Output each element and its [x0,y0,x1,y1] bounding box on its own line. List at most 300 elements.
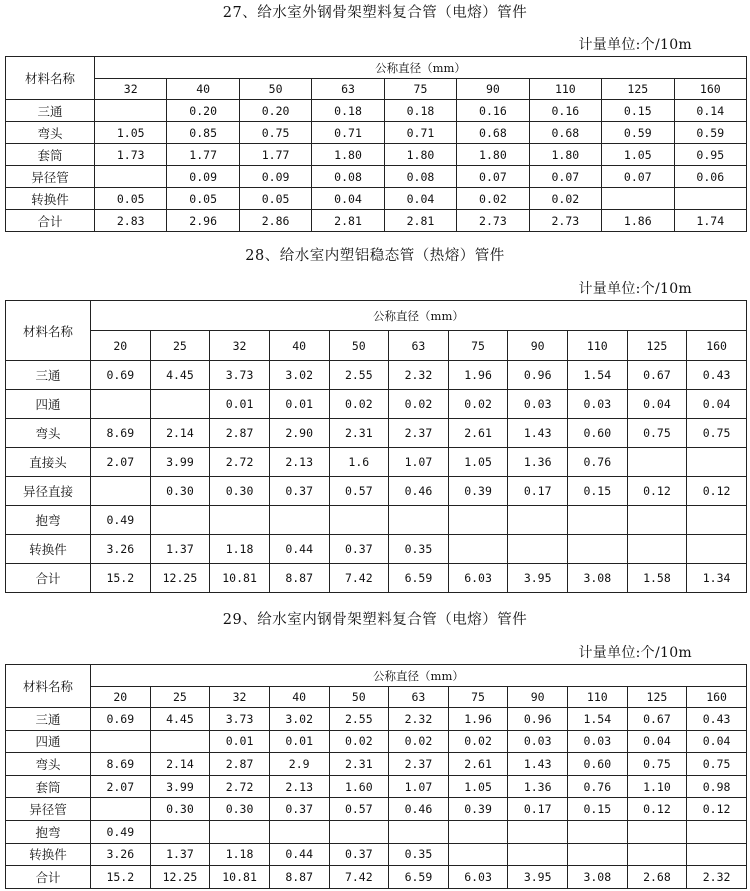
table-cell: 2.90 [269,419,329,448]
table-cell: 0.49 [91,506,151,535]
table-cell: 0.02 [329,730,389,753]
table-cell: 0.08 [312,166,384,188]
column-header: 63 [389,687,449,708]
table-cell [91,390,151,419]
table-cell: 0.05 [239,188,311,210]
table-cell: 0.59 [602,122,674,144]
table-cell [269,506,329,535]
table-cell [627,535,687,564]
table-row [6,166,747,188]
table-cell: 1.60 [329,775,389,798]
table-cell: 0.12 [627,477,687,506]
unit-label: 计量单位:个/10m [578,645,692,661]
table-cell: 0.37 [329,843,389,866]
table-cell: 0.17 [508,798,568,821]
table-cell [448,843,508,866]
row-header: 材料名称 [6,665,91,708]
column-header: 110 [568,687,628,708]
table-cell [627,506,687,535]
table-cell [568,535,628,564]
table-cell: 1.10 [627,775,687,798]
table-cell: 0.04 [627,390,687,419]
table-cell [210,506,270,535]
table-cell: 0.76 [568,775,628,798]
table-cell: 0.69 [91,708,151,731]
table-cell: 0.03 [568,730,628,753]
table-cell: 1.37 [150,535,210,564]
table-cell: 0.20 [167,100,239,122]
column-header: 40 [167,79,239,100]
table-cell: 3.99 [150,775,210,798]
table-cell: 0.76 [568,448,628,477]
table-cell: 2.55 [329,708,389,731]
table-cell: 0.09 [167,166,239,188]
table-cell: 10.81 [210,866,270,889]
table-cell [568,820,628,843]
table-cell: 2.87 [210,419,270,448]
column-header: 32 [95,79,167,100]
fittings-table [5,56,747,232]
table-title: 27、给水室外钢骨架塑料复合管（电熔）管件 [222,5,528,21]
table-cell: 3.95 [508,866,568,889]
column-header: 160 [687,331,747,361]
table-cell: 0.68 [529,122,601,144]
column-header: 125 [627,687,687,708]
table-cell: 1.80 [457,144,529,166]
table-cell: 0.46 [389,798,449,821]
table-cell: 0.04 [384,188,456,210]
material-name: 直接头 [6,448,91,477]
table-cell: 0.39 [448,477,508,506]
table-cell: 2.83 [95,210,167,232]
table-row [6,535,747,564]
table-row [6,798,747,821]
table-cell: 0.18 [384,100,456,122]
table-cell: 0.59 [674,122,747,144]
material-name: 三通 [6,708,91,731]
table-cell [91,477,151,506]
table-cell: 2.81 [384,210,456,232]
table-cell: 0.95 [674,144,747,166]
table-cell: 0.01 [210,390,270,419]
table-cell: 1.43 [508,419,568,448]
table-cell: 0.08 [384,166,456,188]
column-header: 125 [627,331,687,361]
table-cell: 1.36 [508,448,568,477]
table-cell: 2.73 [457,210,529,232]
table-cell: 0.67 [627,361,687,390]
table-cell: 12.25 [150,564,210,593]
table-cell: 0.07 [457,166,529,188]
table-cell: 2.32 [687,866,747,889]
table-cell: 2.31 [329,753,389,776]
table-cell: 1.58 [627,564,687,593]
table-cell [91,798,151,821]
table-row [6,506,747,535]
table-title: 28、给水室内塑铝稳态管（热熔）管件 [245,248,505,264]
table-cell: 1.80 [529,144,601,166]
table-cell: 0.06 [674,166,747,188]
material-name: 三通 [6,361,91,390]
table-cell: 2.9 [269,753,329,776]
table-cell: 0.14 [674,100,747,122]
table-cell: 2.72 [210,775,270,798]
table-cell: 3.73 [210,708,270,731]
table-cell: 0.30 [210,477,270,506]
table-cell: 0.15 [568,477,628,506]
table-cell: 0.02 [529,188,601,210]
column-header: 32 [210,331,270,361]
group-header: 公称直径（mm） [91,301,747,331]
table-cell: 2.61 [448,419,508,448]
table-cell: 0.67 [627,708,687,731]
column-header: 25 [150,331,210,361]
table-cell [389,506,449,535]
column-header: 75 [448,687,508,708]
row-header: 材料名称 [6,301,91,361]
table-cell: 0.05 [167,188,239,210]
column-header: 20 [91,687,151,708]
table-cell [568,506,628,535]
table-cell: 2.61 [448,753,508,776]
table-cell: 3.02 [269,708,329,731]
table-cell [687,535,747,564]
table-cell: 0.05 [95,188,167,210]
table-cell: 8.87 [269,564,329,593]
table-cell: 0.04 [687,390,747,419]
table-cell: 3.02 [269,361,329,390]
table-cell: 0.20 [239,100,311,122]
table-cell: 1.05 [448,448,508,477]
table-cell: 0.18 [312,100,384,122]
table-cell: 0.02 [329,390,389,419]
table-cell [508,820,568,843]
table-cell [269,820,329,843]
material-name: 四通 [6,390,91,419]
table-row [6,390,747,419]
group-header: 公称直径（mm） [95,57,747,79]
table-cell: 3.73 [210,361,270,390]
table-row [6,361,747,390]
table-cell: 0.02 [389,730,449,753]
table-cell: 0.12 [687,798,747,821]
table-cell: 2.14 [150,419,210,448]
table-cell [150,820,210,843]
table-cell: 0.71 [312,122,384,144]
table-cell: 0.15 [568,798,628,821]
table-cell [687,448,747,477]
table-cell: 3.99 [150,448,210,477]
table-cell: 1.07 [389,448,449,477]
table-cell: 1.96 [448,708,508,731]
table-cell: 0.02 [389,390,449,419]
table-cell: 1.05 [448,775,508,798]
column-header: 50 [329,687,389,708]
table-cell: 15.2 [91,564,151,593]
table-cell: 2.31 [329,419,389,448]
table-cell: 3.95 [508,564,568,593]
table-cell: 0.01 [210,730,270,753]
table-cell: 1.43 [508,753,568,776]
material-name: 异径管 [6,798,91,821]
table-cell: 1.37 [150,843,210,866]
table-cell: 0.04 [627,730,687,753]
table-cell: 0.96 [508,361,568,390]
column-header: 25 [150,687,210,708]
table-cell: 7.42 [329,866,389,889]
table-cell: 2.72 [210,448,270,477]
material-name: 弯头 [6,122,95,144]
table-cell: 0.44 [269,535,329,564]
table-cell: 0.02 [448,730,508,753]
material-name: 四通 [6,730,91,753]
table-row [6,843,747,866]
table-cell: 1.34 [687,564,747,593]
table-cell: 2.55 [329,361,389,390]
table-cell: 0.75 [627,753,687,776]
column-header: 32 [210,687,270,708]
table-cell: 1.07 [389,775,449,798]
table-row [6,564,747,593]
table-cell: 0.15 [602,100,674,122]
table-cell: 3.08 [568,564,628,593]
table-cell: 2.32 [389,708,449,731]
table-cell: 0.02 [448,390,508,419]
table-cell [627,448,687,477]
material-name: 合计 [6,210,95,232]
table-cell: 0.60 [568,753,628,776]
table-cell [150,506,210,535]
table-cell: 0.12 [627,798,687,821]
table-row [6,866,747,889]
table-cell: 0.39 [448,798,508,821]
table-cell: 8.69 [91,753,151,776]
table-cell: 1.77 [167,144,239,166]
table-cell: 3.26 [91,535,151,564]
table-cell: 0.60 [568,419,628,448]
fittings-table [5,300,747,593]
material-name: 抱弯 [6,506,91,535]
table-cell: 2.37 [389,419,449,448]
table-cell: 0.49 [91,820,151,843]
material-name: 转换件 [6,843,91,866]
table-cell [210,820,270,843]
column-header: 75 [448,331,508,361]
column-header: 20 [91,331,151,361]
table-cell [687,506,747,535]
column-header: 90 [508,687,568,708]
table-cell: 10.81 [210,564,270,593]
table-cell: 0.17 [508,477,568,506]
table-row [6,144,747,166]
column-header: 63 [389,331,449,361]
column-header: 110 [568,331,628,361]
table-cell [627,820,687,843]
table-cell: 0.75 [627,419,687,448]
material-name: 异径管 [6,166,95,188]
table-cell: 0.57 [329,798,389,821]
table-cell: 0.37 [329,535,389,564]
table-cell: 0.04 [312,188,384,210]
table-cell [674,188,747,210]
table-cell: 1.80 [312,144,384,166]
table-row [6,753,747,776]
table-cell [627,843,687,866]
table-cell: 4.45 [150,708,210,731]
material-name: 抱弯 [6,820,91,843]
table-cell: 12.25 [150,866,210,889]
group-header: 公称直径（mm） [91,665,747,687]
material-name: 弯头 [6,419,91,448]
table-cell: 0.96 [508,708,568,731]
table-cell: 0.69 [91,361,151,390]
table-cell: 2.07 [91,775,151,798]
fittings-table [5,664,747,889]
table-cell: 1.54 [568,708,628,731]
column-header: 40 [269,331,329,361]
table-cell: 0.04 [687,730,747,753]
table-cell: 0.71 [384,122,456,144]
table-cell: 0.30 [150,798,210,821]
table-cell: 0.30 [210,798,270,821]
table-row [6,122,747,144]
table-cell [91,730,151,753]
table-row [6,708,747,731]
table-cell: 3.08 [568,866,628,889]
table-cell: 2.81 [312,210,384,232]
table-cell: 1.74 [674,210,747,232]
column-header: 75 [384,79,456,100]
table-cell: 0.01 [269,730,329,753]
column-header: 160 [687,687,747,708]
table-cell: 15.2 [91,866,151,889]
table-cell: 0.75 [687,753,747,776]
table-cell: 6.59 [389,564,449,593]
table-cell: 7.42 [329,564,389,593]
table-cell: 6.03 [448,866,508,889]
table-cell: 0.35 [389,535,449,564]
table-cell [95,100,167,122]
table-cell: 0.16 [529,100,601,122]
column-header: 50 [329,331,389,361]
table-cell: 2.37 [389,753,449,776]
table-cell [150,730,210,753]
table-cell: 8.87 [269,866,329,889]
table-cell: 0.07 [602,166,674,188]
table-row [6,448,747,477]
table-cell: 0.01 [269,390,329,419]
material-name: 转换件 [6,535,91,564]
table-cell [508,843,568,866]
table-cell: 0.43 [687,361,747,390]
table-cell [687,820,747,843]
table-cell: 1.73 [95,144,167,166]
table-cell: 2.13 [269,448,329,477]
row-header: 材料名称 [6,57,95,100]
table-cell: 1.54 [568,361,628,390]
table-cell [508,506,568,535]
table-row [6,100,747,122]
material-name: 转换件 [6,188,95,210]
table-cell: 2.68 [627,866,687,889]
table-cell: 0.30 [150,477,210,506]
table-title: 29、给水室内钢骨架塑料复合管（电熔）管件 [222,612,528,628]
table-cell [329,820,389,843]
table-cell: 8.69 [91,419,151,448]
table-cell: 0.46 [389,477,449,506]
table-cell [687,843,747,866]
table-cell: 0.12 [687,477,747,506]
table-cell: 2.14 [150,753,210,776]
table-cell: 2.07 [91,448,151,477]
table-cell [448,506,508,535]
table-row [6,419,747,448]
table-cell [448,820,508,843]
table-cell: 1.80 [384,144,456,166]
column-header: 160 [674,79,747,100]
table-cell: 0.03 [508,730,568,753]
table-cell: 2.73 [529,210,601,232]
table-row [6,775,747,798]
table-cell: 0.57 [329,477,389,506]
table-cell: 0.37 [269,477,329,506]
material-name: 合计 [6,564,91,593]
table-cell: 6.59 [389,866,449,889]
table-cell: 1.18 [210,535,270,564]
table-cell: 2.86 [239,210,311,232]
table-cell: 6.03 [448,564,508,593]
table-cell [389,820,449,843]
table-cell [329,506,389,535]
table-row [6,820,747,843]
table-cell: 0.09 [239,166,311,188]
table-cell: 0.68 [457,122,529,144]
table-cell: 1.77 [239,144,311,166]
table-cell: 0.75 [239,122,311,144]
table-cell [508,535,568,564]
table-cell: 0.02 [457,188,529,210]
table-cell [568,843,628,866]
column-header: 63 [312,79,384,100]
column-header: 110 [529,79,601,100]
material-name: 合计 [6,866,91,889]
table-cell: 1.6 [329,448,389,477]
table-cell: 2.13 [269,775,329,798]
table-row [6,210,747,232]
table-cell: 0.35 [389,843,449,866]
table-cell: 0.44 [269,843,329,866]
table-cell: 0.16 [457,100,529,122]
table-row [6,477,747,506]
table-cell: 3.26 [91,843,151,866]
table-cell: 1.05 [95,122,167,144]
column-header: 90 [457,79,529,100]
column-header: 40 [269,687,329,708]
material-name: 异径直接 [6,477,91,506]
table-cell: 2.96 [167,210,239,232]
table-cell: 1.18 [210,843,270,866]
table-cell: 1.86 [602,210,674,232]
table-cell: 0.07 [529,166,601,188]
material-name: 三通 [6,100,95,122]
column-header: 125 [602,79,674,100]
table-cell: 4.45 [150,361,210,390]
table-cell: 0.03 [568,390,628,419]
column-header: 50 [239,79,311,100]
unit-label: 计量单位:个/10m [578,37,692,53]
material-name: 套筒 [6,144,95,166]
table-cell: 2.87 [210,753,270,776]
